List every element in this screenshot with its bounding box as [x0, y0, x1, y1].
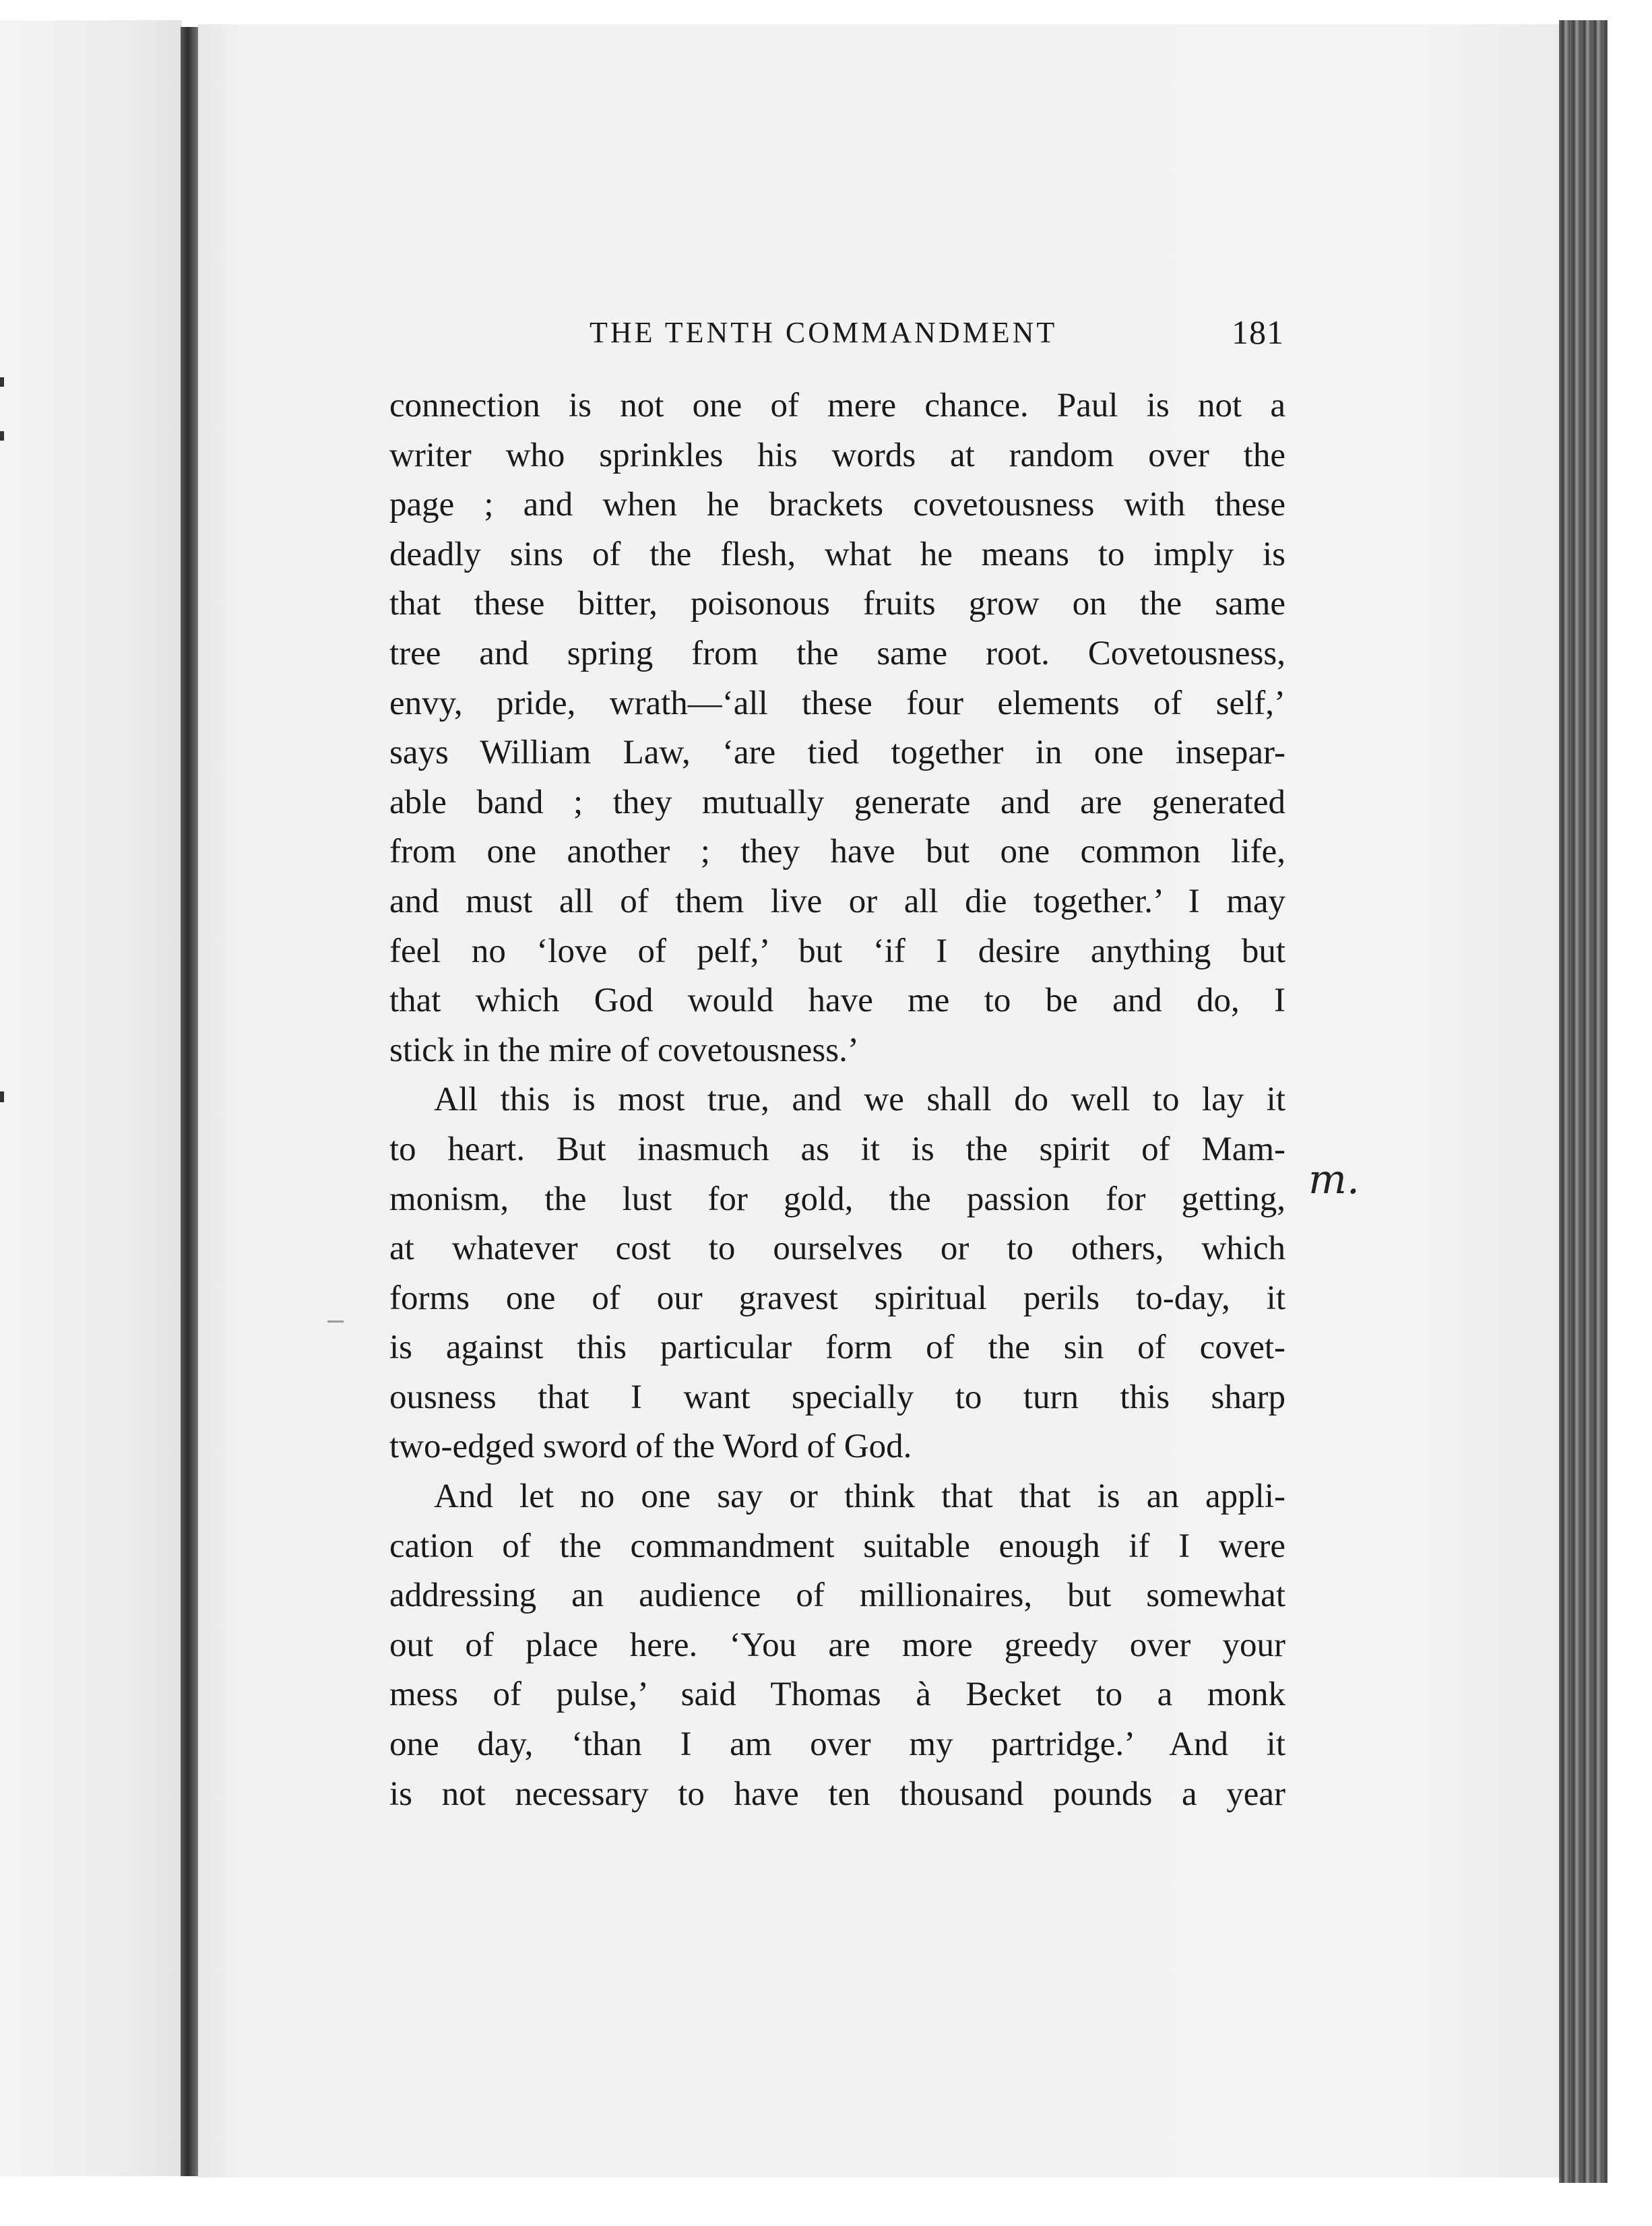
text-line: cation of the commandment suitable enough if I were	[389, 1527, 1285, 1565]
paragraph-3	[389, 1472, 1285, 1819]
page-number: 181	[1232, 313, 1284, 351]
left-page-mark	[0, 1091, 4, 1102]
text-line: able band ; they mutually generate and are generated	[389, 783, 1285, 821]
text-line: one day, ‘than I am over my partridge.’ And it	[389, 1725, 1285, 1764]
text-line: to heart. But inasmuch as it is the spirit of Mam-	[389, 1130, 1285, 1168]
text-line: page ; and when he brackets covetousness with these	[389, 486, 1285, 524]
text-line: is against this particular form of the sin of covet-	[389, 1329, 1285, 1367]
text-line: All this is most true, and we shall do well to lay it	[434, 1081, 1285, 1119]
page-stack-edge	[1559, 20, 1608, 2183]
text-line: two-edged sword of the Word of God.	[389, 1428, 912, 1466]
running-head	[391, 315, 1294, 356]
text-line: is not necessary to have ten thousand pounds a year	[389, 1775, 1285, 1813]
text-line: feel no ‘love of pelf,’ but ‘if I desire anything but	[389, 932, 1285, 970]
text-line: And let no one say or think that that is an appli-	[434, 1477, 1285, 1516]
text-line: ousness that I want specially to turn this sharp	[389, 1378, 1285, 1416]
left-page-mark	[0, 377, 4, 387]
left-page-mark	[0, 431, 4, 441]
running-title: THE TENTH COMMANDMENT	[590, 316, 1058, 349]
text-line: writer who sprinkles his words at random over the	[389, 436, 1285, 474]
handwritten-margin-note: m.	[1308, 1156, 1360, 1203]
text-line: monism, the lust for gold, the passion for getting,	[389, 1180, 1285, 1218]
stray-mark	[327, 1321, 344, 1323]
text-line: out of place here. ‘You are more greedy over your	[389, 1626, 1285, 1664]
text-line: that which God would have me to be and do, I	[389, 982, 1285, 1020]
text-line: and must all of them live or all die together.’ I may	[389, 882, 1285, 920]
body-text	[389, 381, 1285, 1819]
scan-margin	[1608, 0, 1652, 2226]
text-line: says William Law, ‘are tied together in one insepar-	[389, 734, 1285, 772]
text-line: mess of pulse,’ said Thomas à Becket to a monk	[389, 1676, 1285, 1714]
facing-page-edge	[0, 20, 182, 2176]
text-line: addressing an audience of millionaires, but somewhat	[389, 1577, 1285, 1615]
text-line: forms one of our gravest spiritual perils to-day, it	[389, 1279, 1285, 1317]
text-line: envy, pride, wrath—‘all these four elements of self,’	[389, 684, 1285, 722]
paragraph-2	[389, 1075, 1285, 1472]
book-gutter	[181, 27, 198, 2176]
text-line: connection is not one of mere chance. Paul is not a	[389, 387, 1285, 424]
text-line: stick in the mire of covetousness.’	[389, 1031, 859, 1069]
text-line: deadly sins of the flesh, what he means to imply is	[389, 535, 1285, 573]
text-line: that these bitter, poisonous fruits grow on the same	[389, 585, 1285, 623]
text-line: at whatever cost to ourselves or to others, which	[389, 1230, 1285, 1268]
paragraph-1	[389, 381, 1285, 1075]
text-line: from one another ; they have but one common life,	[389, 833, 1285, 871]
text-line: tree and spring from the same root. Covetousness,	[389, 634, 1285, 672]
